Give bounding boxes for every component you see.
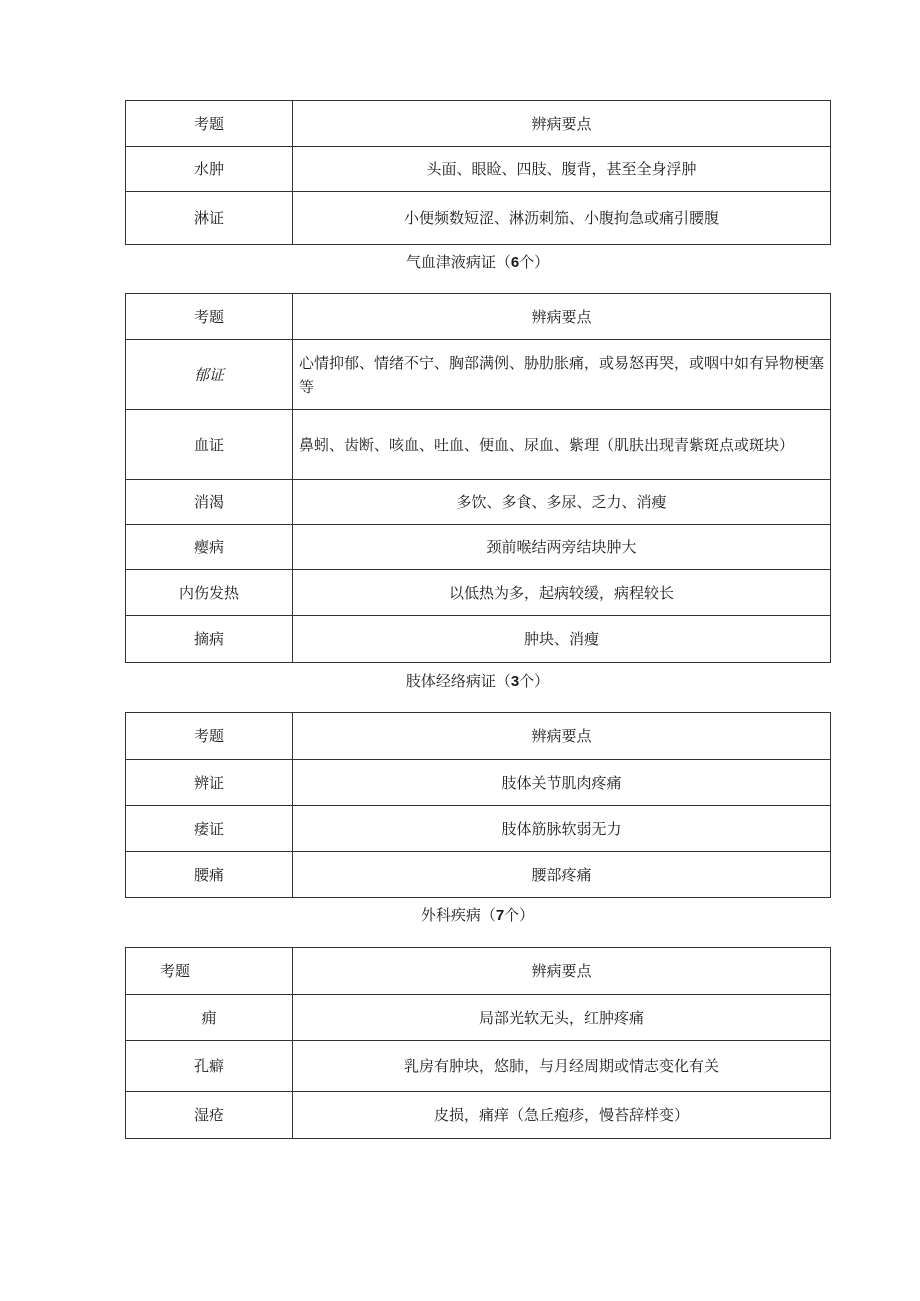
disease-cell: 腰痛 [126, 852, 293, 898]
disease-cell: 消渴 [126, 480, 293, 525]
table-row [126, 1092, 831, 1139]
table-row [126, 410, 831, 480]
key-points-cell: 乳房有肿块，悠肺，与月经周期或情志变化有关 [293, 1041, 831, 1092]
section-count: 7 [495, 907, 505, 924]
disease-cell: 瘿病 [126, 525, 293, 570]
key-points-cell: 颈前喉结两旁结块肿大 [293, 525, 831, 570]
key-points-cell: 皮损，痛痒（急丘疱疹，慢苔辞样变） [293, 1092, 831, 1139]
section-count: 6 [510, 254, 520, 271]
table-row [126, 995, 831, 1041]
key-points-cell: 心情抑郁、情绪不宁、胸部满例、胁肋胀痛，或易怒再哭，或咽中如有异物梗塞等 [293, 340, 831, 410]
disease-cell: 血证 [126, 410, 293, 480]
header-cell-topic: 考题 [126, 948, 293, 995]
table-2 [125, 293, 831, 663]
table-row [126, 806, 831, 852]
table-row [126, 760, 831, 806]
table-row [126, 147, 831, 192]
table-1 [125, 100, 831, 245]
disease-cell: 郁证 [126, 340, 293, 410]
key-points-cell: 小便频数短涩、淋沥刺笳、小腹拘急或痛引腰腹 [293, 192, 831, 245]
disease-cell: 孔癖 [126, 1041, 293, 1092]
table-header-row [126, 713, 831, 760]
table-row [126, 480, 831, 525]
key-points-cell: 肢体筋脉软弱无力 [293, 806, 831, 852]
section-title-limb-meridian: 肢体经络病证（3个） [405, 672, 550, 690]
table-row [126, 525, 831, 570]
key-points-cell: 多饮、多食、多尿、乏力、消瘦 [293, 480, 831, 525]
section-count: 3 [510, 673, 520, 690]
table-4 [125, 947, 831, 1139]
table-row [126, 1041, 831, 1092]
key-points-cell: 肢体关节肌肉疼痛 [293, 760, 831, 806]
disease-cell: 痈 [126, 995, 293, 1041]
header-cell-key-points: 辨病要点 [293, 948, 831, 995]
table-row [126, 852, 831, 898]
key-points-cell: 局部光软无头，红肿疼痛 [293, 995, 831, 1041]
table-header-row [126, 294, 831, 340]
header-cell-key-points: 辨病要点 [293, 713, 831, 760]
header-cell-topic: 考题 [126, 101, 293, 147]
table-header-row [126, 948, 831, 995]
disease-cell: 湿疮 [126, 1092, 293, 1139]
table-row [126, 570, 831, 616]
table-row [126, 192, 831, 245]
key-points-cell: 肿块、消瘦 [293, 616, 831, 663]
key-points-cell: 以低热为多，起病较缓，病程较长 [293, 570, 831, 616]
key-points-cell: 鼻蚓、齿断、咳血、吐血、便血、尿血、紫理（肌肤出现青紫斑点或斑块） [293, 410, 831, 480]
key-points-cell: 腰部疼痛 [293, 852, 831, 898]
table-row [126, 340, 831, 410]
header-cell-key-points: 辨病要点 [293, 294, 831, 340]
header-cell-topic: 考题 [126, 294, 293, 340]
disease-cell: 水肿 [126, 147, 293, 192]
section-title-surgical: 外科疾病（7个） [420, 906, 535, 924]
table-row [126, 616, 831, 663]
disease-cell: 辨证 [126, 760, 293, 806]
header-cell-topic: 考题 [126, 713, 293, 760]
key-points-cell: 头面、眼睑、四肢、腹背，甚至全身浮肿 [293, 147, 831, 192]
table-header-row [126, 101, 831, 147]
header-cell-key-points: 辨病要点 [293, 101, 831, 147]
disease-cell: 摘病 [126, 616, 293, 663]
disease-cell: 内伤发热 [126, 570, 293, 616]
disease-cell: 淋证 [126, 192, 293, 245]
section-title-qi-blood-fluid: 气血津液病证（6个） [405, 253, 550, 271]
table-3 [125, 712, 831, 898]
disease-cell: 痿证 [126, 806, 293, 852]
